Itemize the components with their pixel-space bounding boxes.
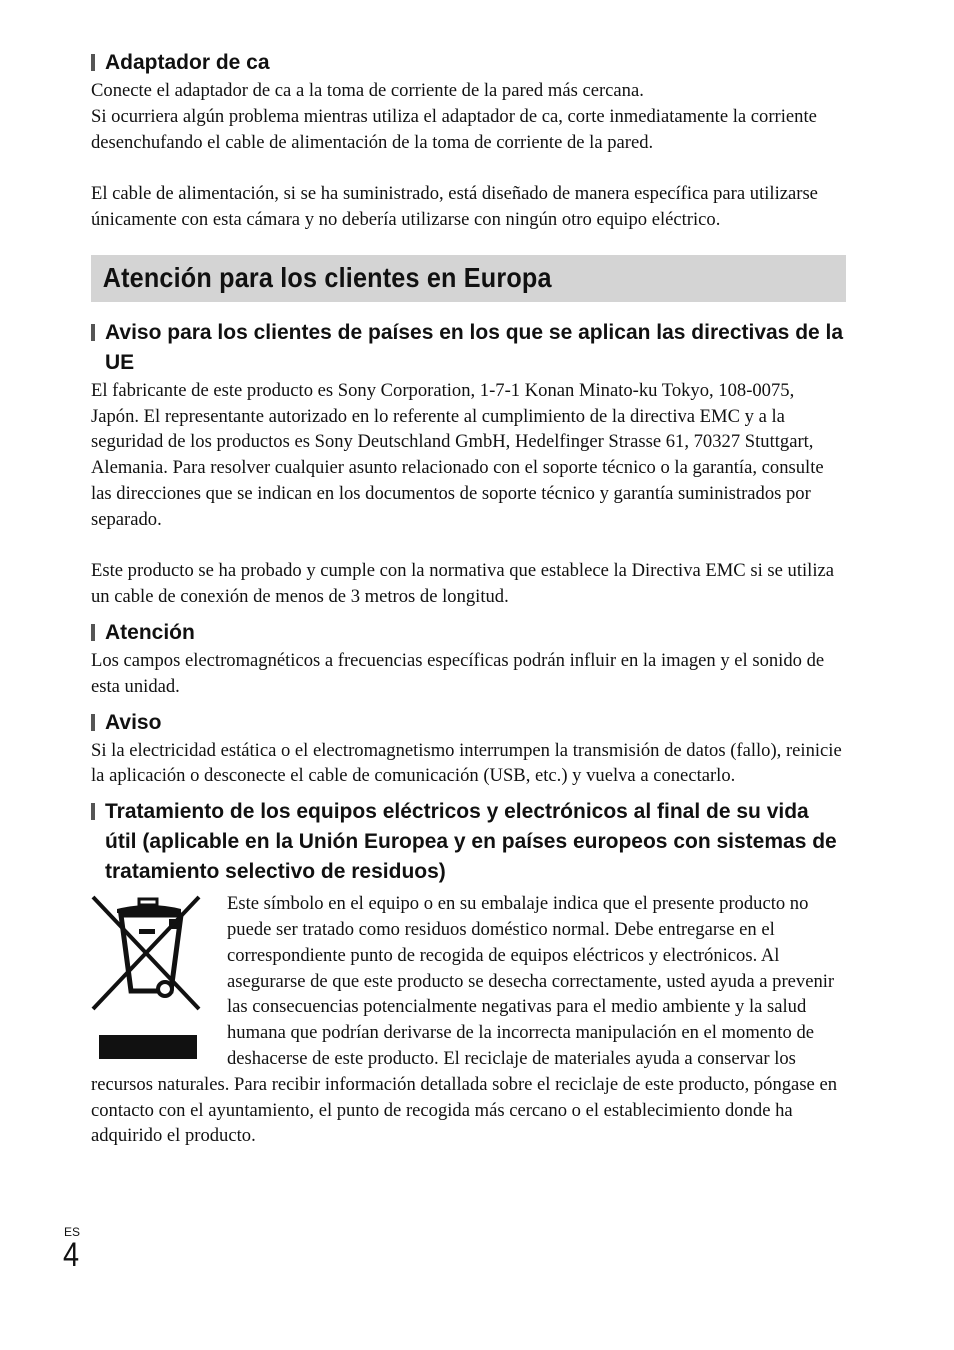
page-number: 4	[63, 1236, 80, 1274]
crossed-out-wheelie-bin-icon	[89, 893, 213, 1071]
heading-marker	[91, 54, 95, 71]
section-heading-eu-directives: Aviso para los clientes de países en los que se aplican las directivas de la UE	[91, 318, 846, 378]
paragraph: Los campos electromagnéticos a frecuencias específicas podrán influir en la imagen y el sonido de esta unidad.	[91, 649, 825, 697]
weee-block	[91, 891, 846, 1149]
paragraph: Conecte el adaptador de ca a la toma de corriente de la pared más cercana.	[91, 80, 644, 101]
section-heading-atencion: Atención	[91, 618, 846, 648]
section-heading-aviso: Aviso	[91, 708, 846, 738]
paragraph: Si la electricidad estática o el electromagnetismo interrumpen la transmisión de datos (fallo), reinicie la aplicación o desconecte el cable de comunicación (USB, etc.) y vuelva a conectarlo.	[91, 739, 842, 787]
page-content	[91, 48, 846, 1149]
section-banner	[91, 255, 846, 302]
section-heading-weee: Tratamiento de los equipos eléctricos y electrónicos al final de su vida útil (aplicable en la Unión Europea y en países europeos con sistemas de tratamiento selectivo de residuos)	[91, 797, 846, 887]
paragraph: El cable de alimentación, si se ha suministrado, está diseñado de manera específica para utilizarse únicamente con esta cámara y no debería utilizarse con ningún otro equipo eléctrico.	[91, 183, 818, 230]
heading-marker	[91, 624, 95, 641]
paragraph: Este símbolo en el equipo o en su embalaje indica que el presente producto no puede ser tratado como residuos doméstico normal. Debe entregarse en el correspondiente punto de recogida de equipos eléctricos y electrónicos. Al asegurarse de que este producto se desecha correctamente, usted ayuda a prevenir las consecuencias potencialmente negativas para el medio ambiente y la salud humana que podrían derivarse de la incorrecta manipulación en el momento de deshacerse de este producto. El reciclaje de materiales ayuda a conservar los recursos naturales. Para recibir información detallada sobre el reciclaje de este producto, póngase en contacto con el ayuntamiento, el punto de recogida más cercano o el establecimiento donde ha adquirido el producto.	[91, 893, 838, 1147]
heading-marker	[91, 803, 95, 820]
banner-title: Atención para los clientes en Europa	[102, 262, 552, 294]
language-code: ES	[64, 1225, 81, 1239]
paragraph: Este producto se ha probado y cumple con la normativa que establece la Directiva EMC si se utiliza un cable de conexión de menos de 3 metros de longitud.	[91, 560, 834, 608]
heading-marker	[91, 714, 95, 731]
section-heading-ac-adapter: Adaptador de ca	[91, 48, 846, 78]
heading-marker	[91, 324, 95, 341]
paragraph: Si ocurriera algún problema mientras utiliza el adaptador de ca, corte inmediatamente la corriente desenchufando el cable de alimentación de la toma de corriente de la pared.	[91, 105, 817, 153]
paragraph: El fabricante de este producto es Sony Corporation, 1-7-1 Konan Minato-ku Tokyo, 108-0075, Japón. El representante autorizado en lo referente al cumplimiento de la directiva EMC y a la seguridad de los productos es Sony Deutschland GmbH, Hedelfinger Strasse 61, 70327 Stuttgart, Alemania. Para resolver cualquier asunto relacionado con el soporte técnico o la garantía, consulte las direcciones que se indican en los documentos de soporte técnico y garantía suministrados por separado.	[91, 379, 824, 530]
